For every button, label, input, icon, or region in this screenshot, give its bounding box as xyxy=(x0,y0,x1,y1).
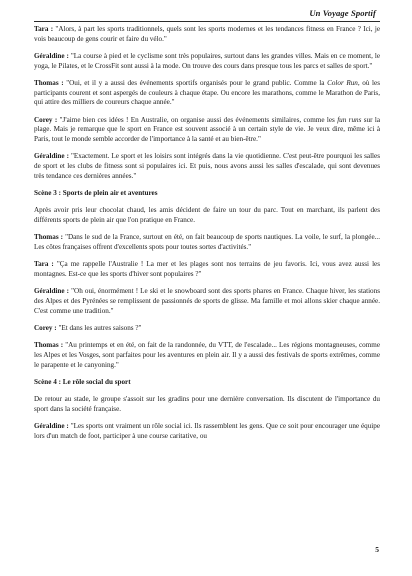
scene-heading: Scène 3 : Sports de plein air et aventures xyxy=(34,189,158,198)
speaker-name: Thomas : xyxy=(34,233,64,242)
dialogue-text: "Et dans les autres saisons ?" xyxy=(56,324,142,333)
dialogue-paragraph xyxy=(34,341,380,370)
emphasized-term: Color Run xyxy=(327,79,358,87)
dialogue-text: "Oui, et il y a aussi des événements sportifs organisés pour le grand public. Comme la xyxy=(63,79,328,87)
dialogue-text: "Ça me rappelle l'Australie ! La mer et les plages sont nos terrains de jeu favoris. Ici, vous avez aussi les montagnes. Est-ce que les sports d'hiver sont populaires ?" xyxy=(34,260,380,279)
speaker-name: Géraldine : xyxy=(34,287,70,296)
dialogue-body xyxy=(34,25,380,449)
dialogue-paragraph xyxy=(34,52,380,71)
dialogue-paragraph xyxy=(34,79,380,108)
dialogue-paragraph xyxy=(34,260,380,279)
page-number: 5 xyxy=(375,545,379,554)
dialogue-text: sur la plage. Mais je remarque que le sport en France est souvent associé à un certain style de vie. Je veux dire, même ici à Paris, tout le monde semble accorder de l'importance à la santé et au bien-être." xyxy=(34,115,381,144)
dialogue-text: "La course à pied et le cyclisme sont très populaires, surtout dans les grandes villes. Mais en ce moment, le yoga, le Pilates, et le CrossFit sont aussi à la mode. On trouve des cours dans presque tous les parcs et salles de sport." xyxy=(34,52,380,70)
dialogue-paragraph xyxy=(34,152,380,181)
dialogue-text: "Les sports ont vraiment un rôle social ici. Ils rassemblent les gens. Que ce soit pour encourager une équipe lors d'un match de foot, participer à une course caritative, ou xyxy=(34,422,380,441)
dialogue-text: "Au printemps et en été, on fait de la randonnée, du VTT, de l'escalade... Les régions montagneuses, comme les Alpes et les Vosges, sont parfaites pour les aventures en plein air. Il y a aussi des festivals de sports extrêmes, comme le parapente et le canyoning." xyxy=(34,341,380,369)
scene-heading: Scène 4 : Le rôle social du sport xyxy=(34,378,131,387)
dialogue-text: "Exactement. Le sport et les loisirs sont intégrés dans la vie quotidienne. C'est peut-être pourquoi les salles de sport et les clubs de fitness sont si populaires ici. Et puis, nous avons aussi les salles d'escalade, qui sont devenues très tendance ces dernières années." xyxy=(34,152,380,180)
dialogue-paragraph xyxy=(34,25,380,44)
dialogue-text: "Alors, à part les sports traditionnels, quels sont les sports modernes et les tendances fitness en France ? Ici, je vois beaucoup de gens courir et faire du vélo." xyxy=(34,25,380,43)
dialogue-paragraph xyxy=(34,287,380,316)
dialogue-text: , où les participants courent et sont aspergés de couleurs à chaque étape. Ou encore les marathons, comme le Marathon de Paris, qui attire des milliers de coureurs chaque année." xyxy=(34,79,380,107)
speaker-name: Géraldine : xyxy=(34,52,69,60)
speaker-name: Géraldine : xyxy=(34,422,69,431)
dialogue-paragraph xyxy=(34,116,380,145)
speaker-name: Corey : xyxy=(34,324,57,333)
header-divider xyxy=(34,21,380,22)
narration-paragraph: Après avoir pris leur chocolat chaud, les amis décident de faire un tour du parc. Tout en marchant, ils parlent des différents sports de plein air que l'on pratique en France. xyxy=(34,206,380,225)
speaker-name: Tara : xyxy=(34,260,54,269)
dialogue-text: "Dans le sud de la France, surtout en été, on fait beaucoup de sports nautiques. La voile, le surf, la plongée... Les côtes françaises offrent d'excellents spots pour toutes sortes d'activités." xyxy=(34,233,380,252)
dialogue-text: "J'aime bien ces idées ! En Australie, on organise aussi des événements similaires, comme les xyxy=(57,115,338,124)
dialogue-paragraph xyxy=(34,324,380,334)
dialogue-paragraph xyxy=(34,422,380,441)
speaker-name: Thomas : xyxy=(34,341,64,350)
dialogue-text: "Oh oui, énormément ! Le ski et le snowboard sont des sports phares en France. Chaque hiver, les stations des Alpes et des Pyrénées se remplissent de passionnés de sports de glisse. Ma famille et moi allons skier chaque année. C'est comme une tradition." xyxy=(34,287,380,315)
speaker-name: Géraldine : xyxy=(34,152,69,161)
emphasized-term: fun runs xyxy=(337,115,362,124)
speaker-name: Tara : xyxy=(34,25,54,33)
speaker-name: Thomas : xyxy=(34,79,64,87)
dialogue-paragraph xyxy=(34,233,380,252)
speaker-name: Corey : xyxy=(34,115,58,124)
running-header-title: Un Voyage Sportif xyxy=(309,8,376,18)
narration-paragraph: De retour au stade, le groupe s'assoit sur les gradins pour une dernière conversation. Ils discutent de l'importance du sport dans la société française. xyxy=(34,395,380,414)
